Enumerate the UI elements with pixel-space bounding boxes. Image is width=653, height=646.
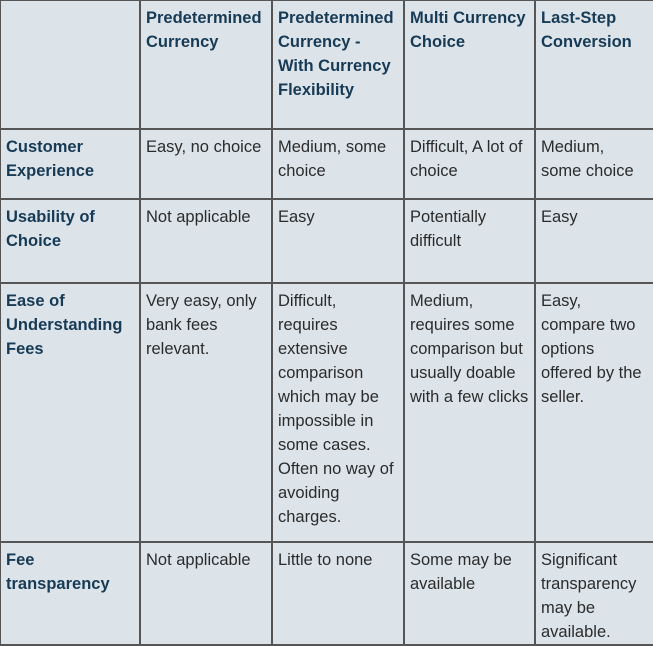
table-cell: Easy, no choice: [140, 129, 272, 199]
table-cell: Medium, requires some comparison but usually doable with a few clicks: [404, 283, 535, 542]
table-row: [0, 199, 653, 283]
table-cell: Some may be available: [404, 542, 535, 645]
table-cell: Little to none: [272, 542, 404, 645]
table-cell: Very easy, only bank fees relevant.: [140, 283, 272, 542]
table-cell: Difficult, requires extensive comparison which may be impossible in some cases. Often no way of avoiding charges.: [272, 283, 404, 542]
table-cell: Potentially difficult: [404, 199, 535, 283]
row-label: Customer Experience: [0, 129, 140, 199]
table-cell: Not applicable: [140, 199, 272, 283]
table-cell: Significant transparency may be available.: [535, 542, 653, 645]
table-row: [0, 129, 653, 199]
table-cell: Easy, compare two options offered by the seller.: [535, 283, 653, 542]
table-cell: Medium, some choice: [535, 129, 653, 199]
table-cell: Medium, some choice: [272, 129, 404, 199]
header-row: [0, 0, 653, 129]
table-cell: Difficult, A lot of choice: [404, 129, 535, 199]
table-row: [0, 542, 653, 645]
row-label: Usability of Choice: [0, 199, 140, 283]
header-cell: Predetermined Currency - With Currency Flexibility: [272, 0, 404, 129]
header-cell: Predetermined Currency: [140, 0, 272, 129]
header-cell-empty: [0, 0, 140, 129]
header-cell: Last-Step Conversion: [535, 0, 653, 129]
table-row: [0, 283, 653, 542]
row-label: Ease of Understanding Fees: [0, 283, 140, 542]
table-cell: Easy: [535, 199, 653, 283]
header-cell: Multi Currency Choice: [404, 0, 535, 129]
row-label: Fee transparency: [0, 542, 140, 645]
table-cell: Not applicable: [140, 542, 272, 645]
table-cell: Easy: [272, 199, 404, 283]
